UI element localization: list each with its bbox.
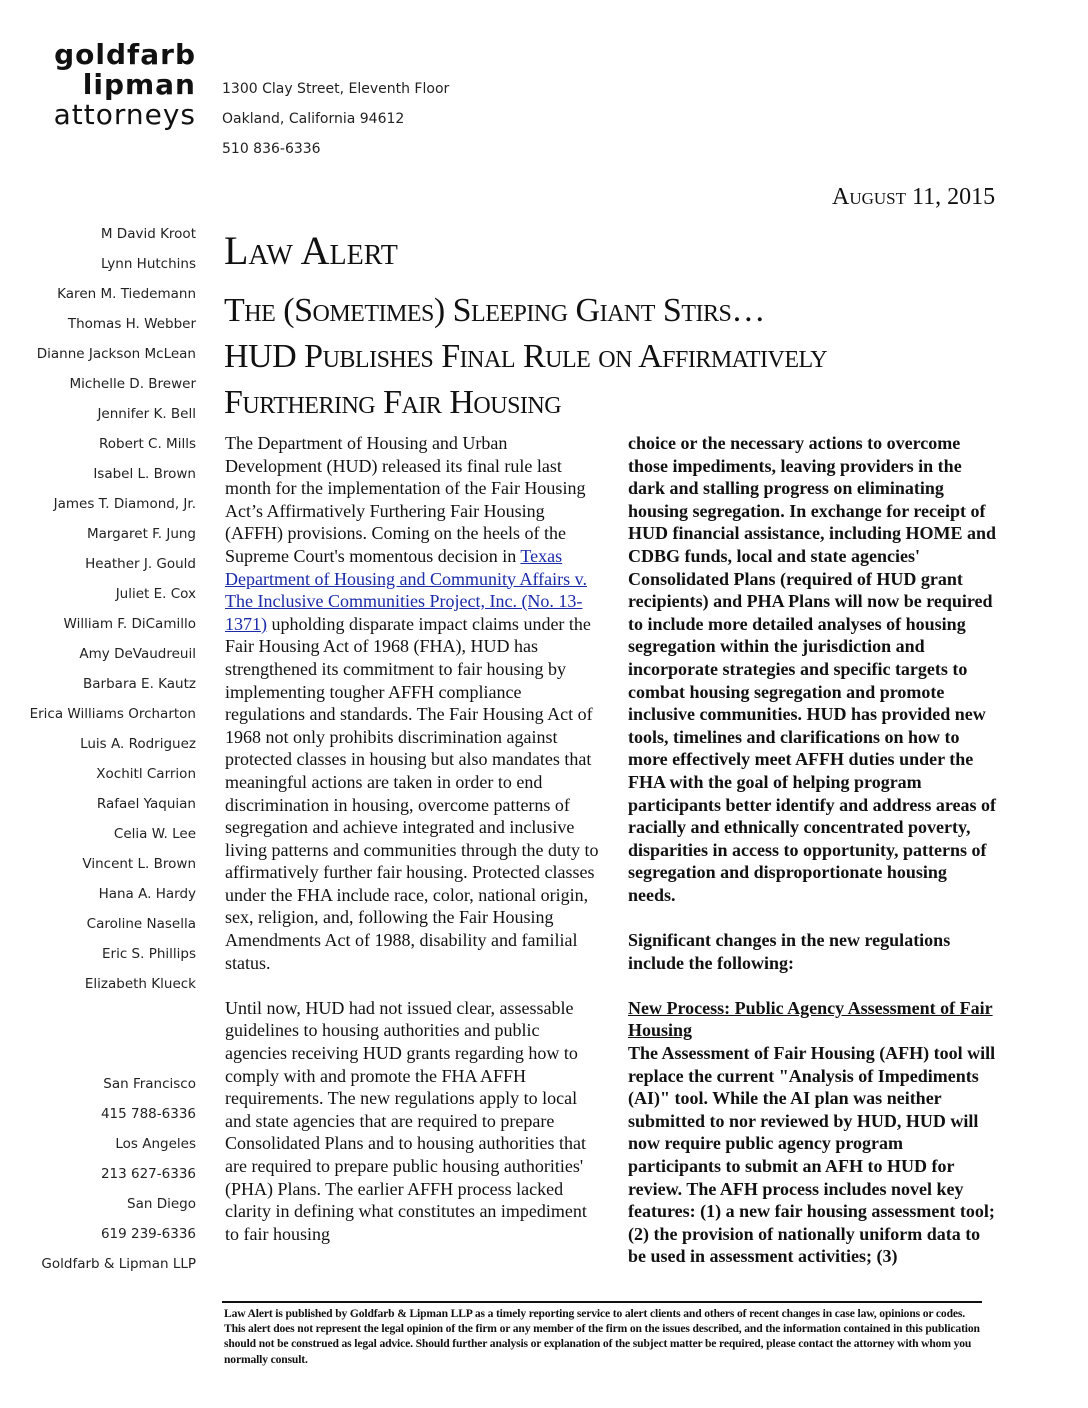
attorney-name: Karen M. Tiedemann bbox=[57, 286, 196, 302]
attorney-name: Michelle D. Brewer bbox=[69, 376, 196, 392]
logo-line-goldfarb: goldfarb bbox=[54, 38, 196, 71]
firm-logo bbox=[54, 40, 196, 130]
headline bbox=[224, 288, 827, 426]
headline-line-3: Furthering Fair Housing bbox=[224, 384, 562, 421]
logo-line-attorneys: attorneys bbox=[53, 98, 196, 131]
attorney-name: Luis A. Rodriguez bbox=[80, 736, 196, 752]
office-phone: 619 239-6336 bbox=[100, 1226, 196, 1242]
attorney-name: Thomas H. Webber bbox=[67, 316, 196, 332]
body-paragraph-background: Until now, HUD had not issued clear, assessable guidelines to housing authorities and public agencies receiving HUD grants regarding how to comply with and promote the FHA AFFH requirements. The new regulations apply to local and state agencies that are required to prepare Consolidated Plans and to housing authorities that are required to prepare public housing authorities' (PHA) Plans. The earlier AFFH process lacked clarity in defining what constitutes an impediment to fair housing bbox=[225, 997, 587, 1244]
attorney-name: Jennifer K. Bell bbox=[97, 406, 196, 422]
address-phone: 510 836-6336 bbox=[222, 141, 321, 157]
attorney-name: Margaret F. Jung bbox=[86, 526, 196, 542]
attorney-name: Elizabeth Klueck bbox=[84, 976, 196, 992]
headline-line-1: The (Sometimes) Sleeping Giant Stirs… bbox=[224, 292, 765, 329]
address-city: Oakland, California 94612 bbox=[222, 111, 405, 127]
attorney-name: Barbara E. Kautz bbox=[83, 676, 196, 692]
body-paragraph-changes-intro: Significant changes in the new regulations include the following: bbox=[628, 930, 951, 973]
attorney-name: Xochitl Carrion bbox=[96, 766, 196, 782]
attorney-list bbox=[30, 222, 196, 1002]
body-column-left bbox=[225, 432, 600, 1268]
attorney-name: Isabel L. Brown bbox=[93, 466, 196, 482]
intro-text: The Department of Housing and Urban Development (HUD) released its final rule last month for the implementation of the Fair Housing Act’s Affirmatively Furthering Fair Housing (AFFH) provisions. Coming on the heels of the Supreme Court's momentous decision in bbox=[225, 433, 586, 566]
document-kicker: Law Alert bbox=[224, 228, 398, 273]
footer-divider bbox=[222, 1301, 982, 1303]
office-city: Los Angeles bbox=[115, 1136, 196, 1152]
intro-text-cont: upholding disparate impact claims under the Fair Housing Act of 1968 (FHA), HUD has strengthened its commitment to fair housing by implementing tougher AFFH compliance regulations and standards. The Fair Housing Act of 1968 not only prohibits discrimination against protected classes in housing but also mandates that meaningful actions are taken in order to end discrimination in housing, overcome patterns of segregation and achieve integrated and inclusive living patterns and communities through the duty to affirmatively further fair housing. Protected classes under the FHA include race, color, national origin, sex, religion, and, following the Fair Housing Amendments Act of 1988, disability and familial status. bbox=[225, 613, 599, 973]
firm-address bbox=[222, 74, 449, 164]
office-phone: 213 627-6336 bbox=[100, 1166, 196, 1182]
body-paragraph-intro bbox=[225, 432, 600, 974]
attorney-name: Dianne Jackson McLean bbox=[36, 346, 196, 362]
office-city: San Diego bbox=[127, 1196, 196, 1212]
attorney-name: Juliet E. Cox bbox=[115, 586, 196, 602]
attorney-name: Caroline Nasella bbox=[86, 916, 196, 932]
attorney-name: Amy DeVaudreuil bbox=[79, 646, 196, 662]
body-column-right bbox=[628, 432, 998, 1291]
case-citation-link[interactable]: Texas Department of Housing and Community Affairs v. The Inclusive Communities Project, Inc. (No. 13-1371) bbox=[225, 545, 587, 634]
headline-line-2: HUD Publishes Final Rule on Affirmatively bbox=[224, 338, 828, 375]
office-phone: 415 788-6336 bbox=[100, 1106, 196, 1122]
attorney-name: Robert C. Mills bbox=[99, 436, 196, 452]
logo-line-lipman: lipman bbox=[82, 68, 196, 101]
attorney-name: Vincent L. Brown bbox=[82, 856, 196, 872]
attorney-name: James T. Diamond, Jr. bbox=[53, 496, 196, 512]
publication-date: August 11, 2015 bbox=[832, 184, 996, 210]
attorney-name: M David Kroot bbox=[100, 226, 196, 242]
attorney-name: Eric S. Phillips bbox=[102, 946, 196, 962]
office-list bbox=[41, 1072, 196, 1282]
office-city: San Francisco bbox=[103, 1076, 196, 1092]
attorney-name: Rafael Yaquian bbox=[96, 796, 196, 812]
attorney-name: William F. DiCamillo bbox=[63, 616, 196, 632]
body-paragraph-afh: The Assessment of Fair Housing (AFH) tool will replace the current "Analysis of Impediments (AI)" tool. While the AI plan was neither submitted to nor reviewed by HUD, HUD will now require public agency program participants to submit an AFH to HUD for review. The AFH process includes novel key features: (1) a new fair housing assessment tool; (2) the provision of nationally uniform data to be used in assessment activities; (3) bbox=[628, 1043, 996, 1267]
footer-disclaimer: Law Alert is published by Goldfarb & Lipman LLP as a timely reporting service to alert clients and others of recent changes in case law, opinions or codes. This alert does not represent the legal opinion of the firm or any member of the firm on the issues described, and the information contained in this publication should not be construed as legal advice. Should further analysis or explanation of the subject matter be required, please contact the attorney with whom you normally consult. bbox=[224, 1307, 980, 1366]
attorney-name: Hana A. Hardy bbox=[98, 886, 196, 902]
firm-name: Goldfarb & Lipman LLP bbox=[41, 1256, 196, 1272]
address-street: 1300 Clay Street, Eleventh Floor bbox=[222, 81, 450, 97]
section-subheading: New Process: Public Agency Assessment of Fair Housing bbox=[628, 997, 993, 1041]
attorney-name: Celia W. Lee bbox=[113, 826, 196, 842]
attorney-name: Heather J. Gould bbox=[85, 556, 196, 572]
attorney-name: Erica Williams Orcharton bbox=[29, 706, 196, 722]
attorney-name: Lynn Hutchins bbox=[101, 256, 196, 272]
body-paragraph-background-cont: choice or the necessary actions to overcome those impediments, leaving providers in the dark and stalling progress on eliminating housing segregation. In exchange for receipt of HUD financial assistance, including HOME and CDBG funds, local and state agencies' Consolidated Plans (required of HUD grant recipients) and PHA Plans will now be required to include more detailed analyses of housing segregation within the jurisdiction and incorporate strategies and specific targets to combat housing segregation and promote inclusive communities. HUD has provided new tools, timelines and clarifications on how to more effectively meet AFFH duties under the FHA with the goal of helping program participants better identify and address areas of racially and ethnically concentrated poverty, disparities in access to opportunity, patterns of segregation and disproportionate housing needs. bbox=[628, 433, 997, 905]
